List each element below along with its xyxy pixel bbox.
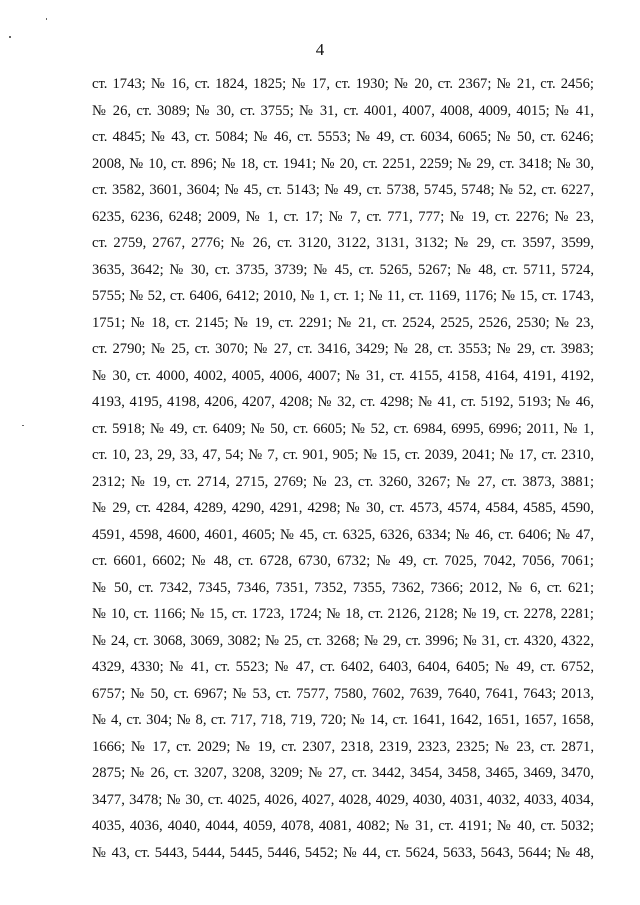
text-line: 2875; № 26, ст. 3207, 3208, 3209; № 27, ст. 3442, 3454, 3458, 3465, 3469, 3470, bbox=[92, 765, 594, 781]
text-line: № 29, ст. 4284, 4289, 4290, 4291, 4298; № 30, ст. 4573, 4574, 4584, 4585, 4590, bbox=[92, 500, 594, 516]
text-line: 6235, 6236, 6248; 2009, № 1, ст. 17; № 7, ст. 771, 777; № 19, ст. 2276; № 23, bbox=[92, 208, 594, 225]
text-line: 4035, 4036, 4040, 4044, 4059, 4078, 4081, 4082; № 31, ст. 4191; № 40, ст. 5032; bbox=[92, 818, 594, 834]
text-line: № 24, ст. 3068, 3069, 3082; № 25, ст. 3268; № 29, ст. 3996; № 31, ст. 4320, 4322, bbox=[92, 632, 594, 649]
text-line: ст. 10, 23, 29, 33, 47, 54; № 7, ст. 901, 905; № 15, ст. 2039, 2041; № 17, ст. 2310, bbox=[92, 447, 594, 463]
text-line: № 4, ст. 304; № 8, ст. 717, 718, 719, 720; № 14, ст. 1641, 1642, 1651, 1657, 1658, bbox=[92, 712, 594, 728]
text-line: 2008, № 10, ст. 896; № 18, ст. 1941; № 20, ст. 2251, 2259; № 29, ст. 3418; № 30, bbox=[92, 155, 594, 172]
scan-speck bbox=[22, 425, 24, 426]
document-body bbox=[92, 71, 594, 866]
text-line: 3635, 3642; № 30, ст. 3735, 3739; № 45, ст. 5265, 5267; № 48, ст. 5711, 5724, bbox=[92, 261, 594, 278]
scan-speck bbox=[46, 18, 47, 20]
text-line: 3477, 3478; № 30, ст. 4025, 4026, 4027, 4028, 4029, 4030, 4031, 4032, 4033, 4034, bbox=[92, 791, 594, 808]
page-number: 4 bbox=[315, 40, 325, 59]
text-line: ст. 2759, 2767, 2776; № 26, ст. 3120, 3122, 3131, 3132; № 29, ст. 3597, 3599, bbox=[92, 235, 594, 251]
text-line: ст. 3582, 3601, 3604; № 45, ст. 5143; № 49, ст. 5738, 5745, 5748; № 52, ст. 6227, bbox=[92, 182, 594, 198]
text-line: ст. 5918; № 49, ст. 6409; № 50, ст. 6605; № 52, ст. 6984, 6995, 6996; 2011, № 1, bbox=[92, 420, 594, 437]
text-line: ст. 4845; № 43, ст. 5084; № 46, ст. 5553; № 49, ст. 6034, 6065; № 50, ст. 6246; bbox=[92, 129, 594, 145]
text-line: 1666; № 17, ст. 2029; № 19, ст. 2307, 2318, 2319, 2323, 2325; № 23, ст. 2871, bbox=[92, 738, 594, 755]
text-line: 4591, 4598, 4600, 4601, 4605; № 45, ст. 6325, 6326, 6334; № 46, ст. 6406; № 47, bbox=[92, 526, 594, 543]
text-line: № 43, ст. 5443, 5444, 5445, 5446, 5452; № 44, ст. 5624, 5633, 5643, 5644; № 48, bbox=[92, 844, 594, 861]
text-line: № 50, ст. 7342, 7345, 7346, 7351, 7352, 7355, 7362, 7366; 2012, № 6, ст. 621; bbox=[92, 579, 594, 596]
text-line: ст. 2790; № 25, ст. 3070; № 27, ст. 3416, 3429; № 28, ст. 3553; № 29, ст. 3983; bbox=[92, 341, 594, 357]
text-line: ст. 1743; № 16, ст. 1824, 1825; № 17, ст. 1930; № 20, ст. 2367; № 21, ст. 2456; bbox=[92, 76, 594, 92]
text-line: № 10, ст. 1166; № 15, ст. 1723, 1724; № 18, ст. 2126, 2128; № 19, ст. 2278, 2281; bbox=[92, 606, 594, 622]
text-line: ст. 6601, 6602; № 48, ст. 6728, 6730, 6732; № 49, ст. 7025, 7042, 7056, 7061; bbox=[92, 553, 594, 569]
text-line: 4329, 4330; № 41, ст. 5523; № 47, ст. 6402, 6403, 6404, 6405; № 49, ст. 6752, bbox=[92, 659, 594, 675]
text-line: 4193, 4195, 4198, 4206, 4207, 4208; № 32, ст. 4298; № 41, ст. 5192, 5193; № 46, bbox=[92, 394, 594, 410]
text-line: № 26, ст. 3089; № 30, ст. 3755; № 31, ст. 4001, 4007, 4008, 4009, 4015; № 41, bbox=[92, 102, 594, 119]
text-line: № 30, ст. 4000, 4002, 4005, 4006, 4007; № 31, ст. 4155, 4158, 4164, 4191, 4192, bbox=[92, 367, 594, 384]
text-line: 2312; № 19, ст. 2714, 2715, 2769; № 23, ст. 3260, 3267; № 27, ст. 3873, 3881; bbox=[92, 473, 594, 490]
text-line: 1751; № 18, ст. 2145; № 19, ст. 2291; № 21, ст. 2524, 2525, 2526, 2530; № 23, bbox=[92, 314, 594, 331]
scan-speck bbox=[9, 36, 11, 38]
text-line: 6757; № 50, ст. 6967; № 53, ст. 7577, 7580, 7602, 7639, 7640, 7641, 7643; 2013, bbox=[92, 685, 594, 702]
text-line: 5755; № 52, ст. 6406, 6412; 2010, № 1, ст. 1; № 11, ст. 1169, 1176; № 15, ст. 1743, bbox=[92, 288, 594, 304]
